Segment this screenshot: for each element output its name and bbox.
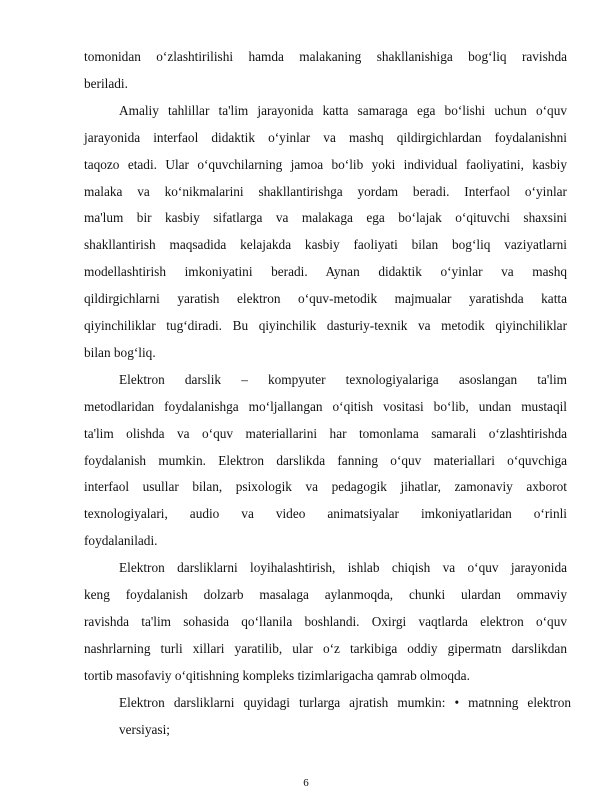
text-line: ravishda ta'lim sohasida qo‘llanila boshlandi. Oxirgi vaqtlarda elektron o‘quv bbox=[84, 613, 567, 629]
text-line: tortib masofaviy o‘qitishning kompleks tizimlarigacha qamrab olmoqda. bbox=[84, 667, 470, 683]
text-line: qiyinchiliklar tug‘diradi. Bu qiyinchilik dasturiy-texnik va metodik qiyinchiliklar bbox=[84, 318, 567, 333]
text-line: Amaliy tahlillar ta'lim jarayonida katta samaraga ega bo‘lishi uchun o‘quv bbox=[119, 102, 567, 118]
text-line: Elektron darsliklarni quyidagi turlarga ajratish mumkin: • matnning elektron bbox=[119, 694, 571, 710]
text-line: versiyasi; bbox=[119, 721, 170, 737]
page-number: 6 bbox=[303, 777, 309, 789]
text-line: taqozo etadi. Ular o‘quvchilarning jamoa bo‘lib yoki individual faoliyatini, kasbiy bbox=[84, 156, 567, 172]
text-line: nashrlarning turli xillari yaratilib, ular o‘z tarkibiga oddiy gipermatn darslikdan bbox=[84, 640, 567, 656]
text-line: foydalaniladi. bbox=[84, 533, 158, 549]
text-line: malaka va ko‘nikmalarini shakllantirishga yordam beradi. Interfaol o‘yinlar bbox=[84, 183, 567, 199]
text-line: jarayonida interfaol didaktik o‘yinlar va mashq qildirgichlardan foydalanishni bbox=[84, 129, 567, 145]
text-line: keng foydalanish dolzarb masalaga aylanmoqda, chunki ulardan ommaviy bbox=[84, 587, 567, 602]
text-line: beriladi. bbox=[84, 75, 128, 91]
text-line: interfaol usullar bilan, psixologik va pedagogik jihatlar, zamonaviy axborot bbox=[84, 479, 567, 495]
text-line: metodlaridan foydalanishga mo‘ljallangan o‘qitish vositasi bo‘lib, undan mustaqil bbox=[84, 398, 567, 414]
text-line: shakllantirish maqsadida kelajakda kasbiy faoliyati bilan bog‘liq vaziyatlarni bbox=[84, 237, 567, 253]
text-line: ta'lim olishda va o‘quv materiallarini har tomonlama samarali o‘zlashtirishda bbox=[84, 425, 567, 441]
text-line: bilan bog‘liq. bbox=[84, 344, 156, 360]
text-line: modellashtirish imkoniyatini beradi. Aynan didaktik o‘yinlar va mashq bbox=[84, 264, 567, 280]
text-line: ma'lum bir kasbiy sifatlarga va malakaga ega bo‘lajak o‘qituvchi shaxsini bbox=[84, 210, 567, 226]
text-line: Elektron darsliklarni loyihalashtirish, ishlab chiqish va o‘quv jarayonida bbox=[119, 560, 567, 576]
text-line: tomonidan o‘zlashtirilishi hamda malakaning shakllanishiga bog‘liq ravishda bbox=[84, 49, 567, 64]
text-line: foydalanish mumkin. Elektron darslikda fanning o‘quv materiallari o‘quvchiga bbox=[84, 452, 567, 468]
text-line: qildirgichlarni yaratish elektron o‘quv-metodik majmualar yaratishda katta bbox=[84, 291, 567, 307]
text-line: texnologiyalari, audio va video animatsiyalar imkoniyatlaridan o‘rinli bbox=[84, 506, 567, 522]
text-line: Elektron darslik – kompyuter texnologiyalariga asoslangan ta'lim bbox=[119, 371, 567, 387]
